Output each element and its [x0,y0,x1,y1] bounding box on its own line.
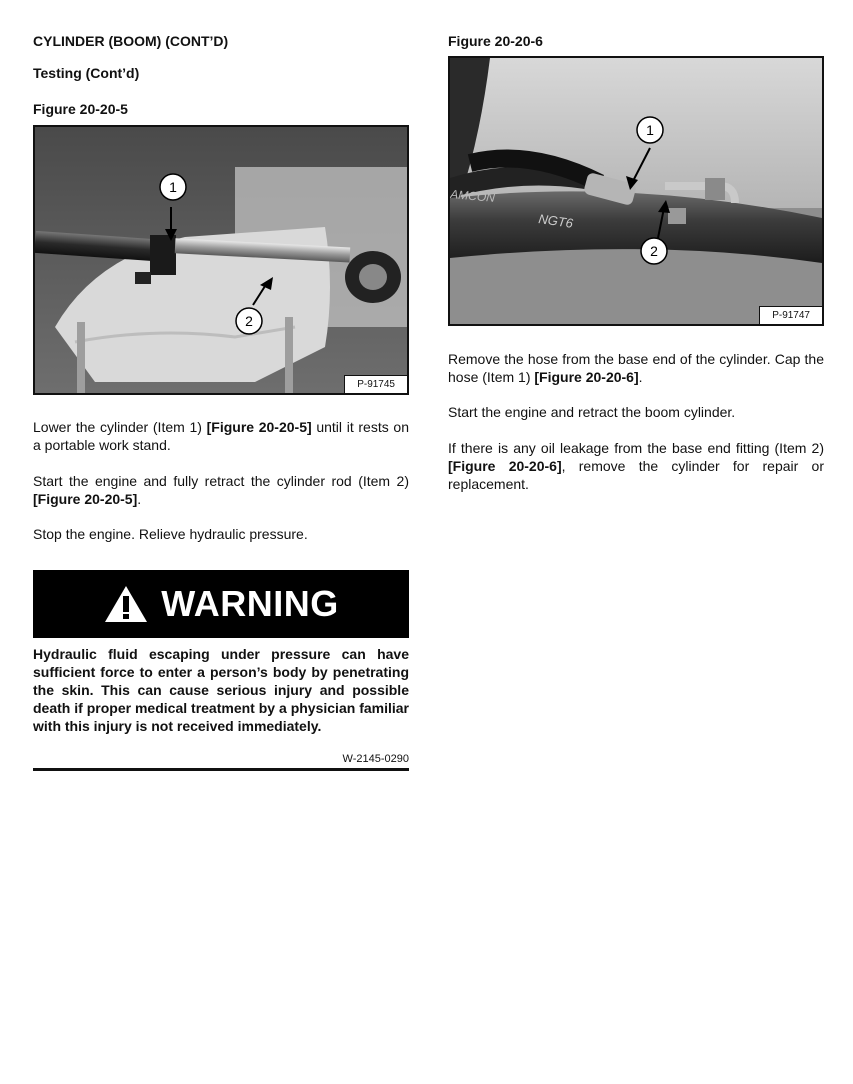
hose-print-1: AMCON [450,187,496,205]
hose-photo-illustration [450,58,822,324]
warning-text: Hydraulic fluid escaping under pressure can have sufficient force to enter a person’s body by penetrating the skin. This can cause serious injury and possible death if proper medical treatment by a physician familiar with this injury is not received immediately. [33,646,409,734]
figure-reference: [Figure 20-20-6] [448,458,562,474]
subsection-title: Testing (Cont’d) [33,65,140,81]
section-title: CYLINDER (BOOM) (CONT’D) [33,33,229,49]
figure-reference: [Figure 20-20-6] [534,369,639,385]
callout-1: 1 [169,179,177,195]
instruction-retract-rod: Start the engine and fully retract the cylinder rod (Item 2) [Figure 20-20-5]. [33,473,409,507]
warning-bottom-rule [33,768,409,771]
instruction-remove-hose: Remove the hose from the base end of the cylinder. Cap the hose (Item 1) [Figure 20-20-6]. [448,351,824,385]
figure-label: P-91745 [344,375,407,393]
instruction-check-leakage: If there is any oil leakage from the base end fitting (Item 2) [Figure 20-20-6], remove the cylinder for repair or replacement. [448,440,825,492]
instruction-lower-cylinder: Lower the cylinder (Item 1) [Figure 20-20-5] until it rests on a portable work stand. [33,419,409,453]
figure-label: P-91747 [759,306,822,324]
callout-2: 2 [650,243,658,259]
warning-code: W-2145-0290 [342,753,409,765]
instruction-retract-boom: Start the engine and retract the boom cylinder. [448,404,736,420]
figure-20-20-6-photo [448,56,824,326]
warning-triangle-icon [103,584,149,624]
cylinder-photo-illustration [35,127,407,393]
figure-caption-20-20-6: Figure 20-20-6 [448,33,543,49]
instruction-stop-engine: Stop the engine. Relieve hydraulic pressure. [33,526,308,542]
callout-2: 2 [245,313,253,329]
figure-20-20-5-photo [33,125,409,395]
callout-1: 1 [646,122,654,138]
warning-header [33,570,409,638]
hose-print-2: NGT6 [537,211,575,231]
figure-caption-20-20-5: Figure 20-20-5 [33,101,128,117]
warning-title: WARNING [161,583,339,624]
figure-reference: [Figure 20-20-5] [33,491,138,507]
figure-reference: [Figure 20-20-5] [206,419,312,435]
